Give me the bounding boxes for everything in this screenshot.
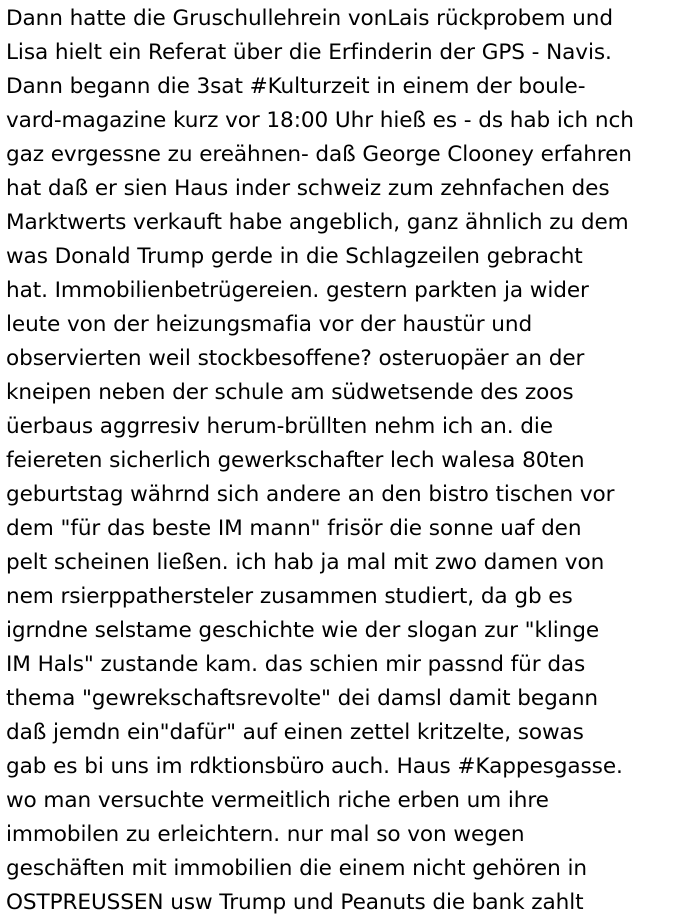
text-line: Lisa hielt ein Referat über die Erfinderin der GPS - Navis. xyxy=(6,40,612,65)
text-line: dem "für das beste IM mann" frisör die sonne uaf den xyxy=(6,516,582,541)
text-line: Marktwerts verkauft habe angeblich, ganz ähnlich zu dem xyxy=(6,210,629,235)
text-line: leute von der heizungsmafia vor der haustür und xyxy=(6,312,533,337)
text-line: wo man versuchte vermeitlich riche erben um ihre xyxy=(6,788,549,813)
text-line: hat. Immobilienbetrügereien. gestern parkten ja wider xyxy=(6,278,589,303)
text-line: pelt scheinen ließen. ich hab ja mal mit zwo damen von xyxy=(6,550,605,575)
text-line: gab es bi uns im rdktionsbüro auch. Haus #Kappesgasse. xyxy=(6,754,623,779)
text-line: immobilen zu erleichtern. nur mal so von wegen xyxy=(6,822,525,847)
text-line: feiereten sicherlich gewerkschafter lech walesa 80ten xyxy=(6,448,585,473)
text-line: hat daß er sien Haus inder schweiz zum zehnfachen des xyxy=(6,176,610,201)
text-line: geburtstag währnd sich andere an den bistro tischen vor xyxy=(6,482,615,507)
text-line: thema "gewrekschaftsrevolte" dei damsl damit begann xyxy=(6,686,599,711)
text-line: geschäften mit immobilien die einem nicht gehören in xyxy=(6,856,587,881)
text-line: OSTPREUSSEN usw Trump und Peanuts die bank zahlt xyxy=(6,890,584,915)
text-line: daß jemdn ein"dafür" auf einen zettel kritzelte, sowas xyxy=(6,720,584,745)
text-line: kneipen neben der schule am südwetsende des zoos xyxy=(6,380,574,405)
document-body xyxy=(6,2,682,920)
text-line: IM Hals" zustande kam. das schien mir passnd für das xyxy=(6,652,586,677)
text-line: igrndne selstame geschichte wie der slogan zur "klinge xyxy=(6,618,600,643)
text-line: observierten weil stockbesoffene? osteruopäer an der xyxy=(6,346,585,371)
text-line: Dann hatte die Gruschullehrein vonLais rückprobem und xyxy=(6,6,613,31)
text-line: nem rsierppathersteler zusammen studiert, da gb es xyxy=(6,584,573,609)
text-line: vard-magazine kurz vor 18:00 Uhr hieß es - ds hab ich nch xyxy=(6,108,634,133)
text-line: was Donald Trump gerde in die Schlagzeilen gebracht xyxy=(6,244,583,269)
text-line: gaz evrgessne zu ereähnen- daß George Clooney erfahren xyxy=(6,142,632,167)
text-line: üerbaus aggrresiv herum-brüllten nehm ich an. die xyxy=(6,414,553,439)
text-line: Dann begann die 3sat #Kulturzeit in einem der boule- xyxy=(6,74,586,99)
